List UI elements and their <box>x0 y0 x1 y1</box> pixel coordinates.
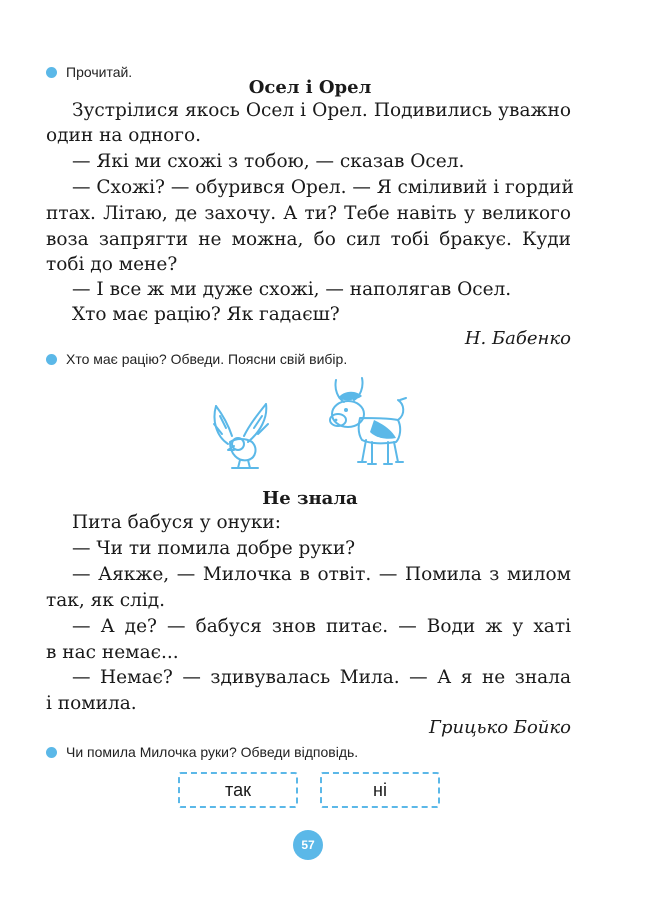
bullet-icon <box>46 354 57 365</box>
story-line: Пита бабуся у онуки: <box>72 512 281 533</box>
answer-no-label: ні <box>373 779 387 800</box>
story-line: тобі до мене? <box>46 254 178 275</box>
story-author: Н. Бабенко <box>464 328 571 349</box>
story-author: Грицько Бойко <box>429 717 571 738</box>
answer-yes-box[interactable] <box>178 772 298 808</box>
task-instruction-choose-answer <box>46 744 358 760</box>
task-text: Чи помила Милочка руки? Обведи відповідь. <box>66 744 359 760</box>
bullet-icon <box>46 67 57 78</box>
story-line: — Чи ти помила добре руки? <box>72 538 356 559</box>
task-text: Прочитай. <box>66 64 133 80</box>
answer-yes-label: так <box>225 779 251 800</box>
story-line: — А де? — бабуся знов питає. — Води ж у хаті <box>72 616 571 637</box>
story-line: і помила. <box>46 693 137 714</box>
story-line: — Немає? — здивувалась Мила. — А я не знала <box>72 667 571 688</box>
story-line: Зустрілися якось Осел і Орел. Подивились уважно <box>72 100 571 121</box>
bullet-icon <box>46 747 57 758</box>
story-line: — Аякже, — Милочка в отвіт. — Помила з милом <box>72 564 571 585</box>
story-line: птах. Літаю, де захочу. А ти? Тебе навіть у великого <box>46 203 571 224</box>
story-line: в нас немає... <box>46 642 179 663</box>
eagle-icon[interactable] <box>208 398 274 476</box>
story-title: Осел і Орел <box>248 77 372 98</box>
task-text: Хто має рацію? Обведи. Поясни свій вибір. <box>66 351 348 367</box>
page-number: 57 <box>293 830 323 860</box>
story-line: Хто має рацію? Як гадаєш? <box>72 304 340 325</box>
story-title: Не знала <box>262 488 358 509</box>
story-line: один на одного. <box>46 125 202 146</box>
task-instruction-who-is-right <box>46 351 347 367</box>
story-line: — Схожі? — обурився Орел. — Я сміливий і гордий <box>72 177 574 198</box>
story-line: — І все ж ми дуже схожі, — наполягав Осел. <box>72 279 512 300</box>
donkey-icon[interactable] <box>326 372 412 472</box>
story-line: — Які ми схожі з тобою, — сказав Осел. <box>72 151 465 172</box>
answer-no-box[interactable] <box>320 772 440 808</box>
story-line: так, як слід. <box>46 590 166 611</box>
story-line: воза запрягти не можна, бо сил тобі бракує. Куди <box>46 229 571 250</box>
